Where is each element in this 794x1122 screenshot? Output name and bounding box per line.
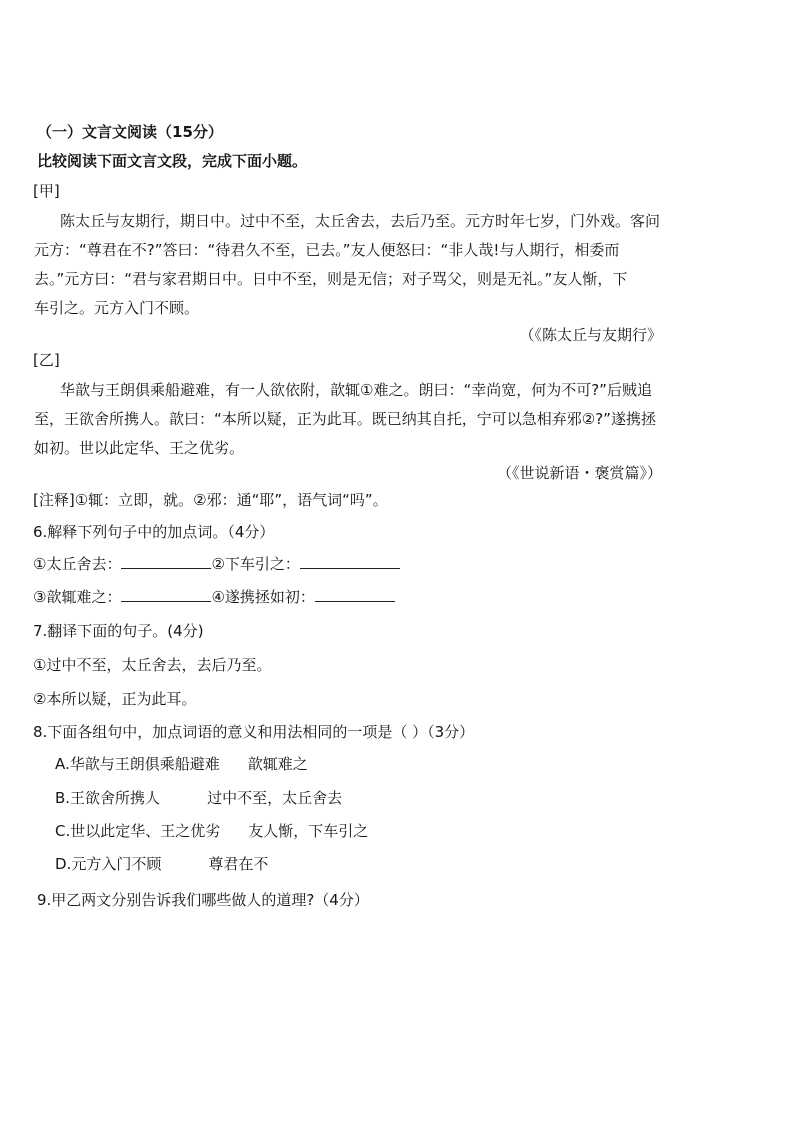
option-d-sentence-1: D.元方入门不顾 (55, 855, 162, 873)
q6-item-3-label: ③歆辄难之： (33, 588, 122, 606)
option-b-sentence-1: B.王欲舍所携人 (55, 789, 161, 807)
passage-a-line-4: 车引之。元方入门不顾。 (34, 299, 200, 317)
question-7-item-1: ①过中不至，太丘舍去，去后乃至。 (33, 656, 272, 674)
q6-item-3-answer-blank[interactable] (121, 587, 211, 602)
passage-b-line-1: 华歆与王朗俱乘船避难，有一人欲依附，歆辄①难之。朗曰：“幸尚宽，何为不可?”后贼追 (60, 381, 652, 399)
passage-b-source: （《世说新语・褒赏篇》） (496, 464, 662, 482)
question-8-stem: 8.下面各组句中，加点词语的意义和用法相同的一项是（ ）（3分） (33, 723, 475, 741)
question-6-row-2 (33, 587, 395, 607)
option-d-sentence-2: 尊君在不 (208, 855, 269, 873)
question-8-option-a (55, 754, 308, 774)
q6-item-2-answer-blank[interactable] (300, 554, 400, 569)
option-a-sentence-2: 歆辄难之 (247, 755, 308, 773)
passage-a-source: （《陈太丘与友期行》 (519, 326, 662, 344)
annotation-notes: [注释]①辄：立即，就。②邪：通“耶”，语气词“吗”。 (33, 491, 388, 509)
question-9-stem: 9.甲乙两文分别告诉我们哪些做人的道理?（4分） (37, 891, 369, 909)
passage-b-line-3: 如初。世以此定华、王之优劣。 (34, 439, 245, 457)
section-title: （一）文言文阅读（15分） (37, 123, 223, 141)
q6-item-4-answer-blank[interactable] (315, 587, 395, 602)
question-8-option-b (55, 788, 342, 808)
question-7-item-2: ②本所以疑，正为此耳。 (33, 690, 197, 708)
question-6-stem: 6.解释下列句子中的加点词。（4分） (33, 523, 275, 541)
question-7-stem: 7.翻译下面的句子。(4分) (33, 622, 204, 640)
question-8-option-c (55, 821, 368, 841)
q6-item-1-label: ①太丘舍去： (33, 555, 122, 573)
passage-a-line-1: 陈太丘与友期行，期日中。过中不至，太丘舍去，去后乃至。元方时年七岁，门外戏。客问 (60, 212, 661, 230)
option-a-sentence-1: A.华歆与王朗俱乘船避难 (55, 755, 220, 773)
question-6-row-1 (33, 554, 400, 574)
question-8-option-d (55, 854, 268, 874)
option-c-sentence-1: C.世以此定华、王之优劣 (55, 822, 221, 840)
option-c-sentence-2: 友人惭，下车引之 (248, 822, 369, 840)
q6-item-1-answer-blank[interactable] (121, 554, 211, 569)
passage-b-label: [乙] (33, 351, 60, 369)
passage-a-label: [甲] (33, 182, 60, 200)
passage-a-line-3: 去。”元方曰：“君与家君期日中。日中不至，则是无信；对子骂父，则是无礼。”友人惭，下 (34, 270, 628, 288)
passage-a-line-2: 元方：“尊君在不?”答曰：“待君久不至，已去。”友人便怒曰：“非人哉!与人期行，相委而 (34, 241, 620, 259)
passage-b-line-2: 至，王欲舍所携人。歆曰：“本所以疑，正为此耳。既已纳其自托，宁可以急相弃邪②?”遂携拯 (34, 410, 656, 428)
option-b-sentence-2: 过中不至，太丘舍去 (207, 789, 343, 807)
instruction: 比较阅读下面文言文段，完成下面小题。 (37, 152, 308, 170)
q6-item-2-label: ②下车引之： (211, 555, 300, 573)
q6-item-4-label: ④遂携拯如初： (211, 588, 315, 606)
